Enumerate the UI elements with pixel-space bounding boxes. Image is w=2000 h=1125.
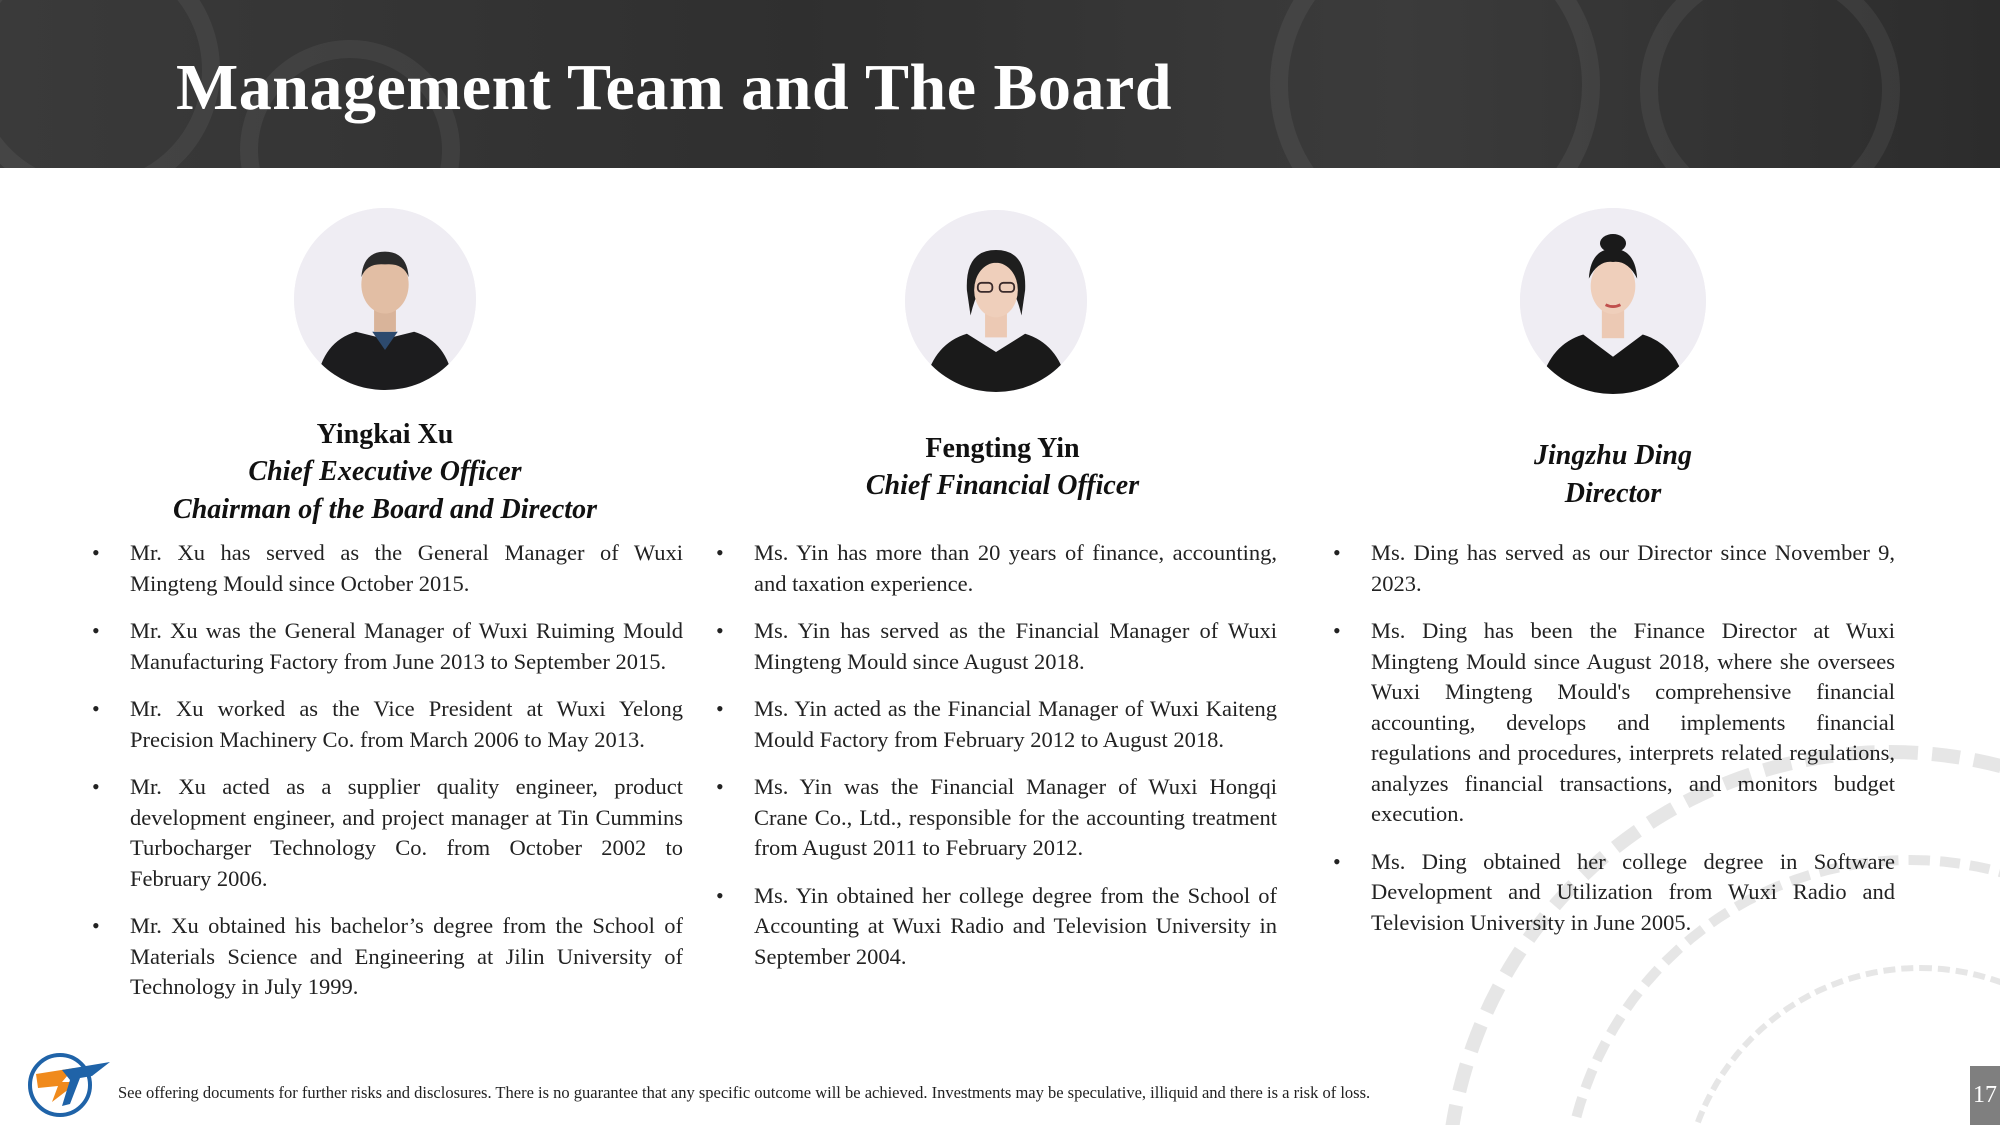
bio-item: • Ms. Yin obtained her college degree from the School of Accounting at Wuxi Radio and Television University in September 2004. bbox=[716, 881, 1277, 973]
bio-item: • Ms. Yin was the Financial Manager of Wuxi Hongqi Crane Co., Ltd., responsible for the accounting treatment from August 2011 to February 2012. bbox=[716, 772, 1277, 864]
avatar bbox=[1520, 208, 1706, 394]
page-title: Management Team and The Board bbox=[176, 51, 1173, 124]
bio-item: • Ms. Yin acted as the Financial Manager of Wuxi Kaiteng Mould Factory from February 2012 to August 2018. bbox=[716, 694, 1277, 755]
company-logo-icon bbox=[22, 1052, 112, 1118]
avatar bbox=[294, 208, 476, 390]
person-name: Yingkai Xu bbox=[316, 419, 454, 450]
person-heading bbox=[710, 430, 1295, 505]
person-photo-male bbox=[294, 208, 476, 390]
page-number-badge: 17 bbox=[1970, 1066, 2000, 1125]
person-role: Chief Financial Officer bbox=[865, 470, 1140, 501]
bio-item: • Mr. Xu was the General Manager of Wuxi Ruiming Mould Manufacturing Factory from June 2013 to September 2015. bbox=[92, 616, 683, 677]
header-banner bbox=[0, 0, 2000, 168]
person-heading bbox=[100, 416, 670, 529]
gear-decoration-4 bbox=[1640, 0, 1900, 168]
person-photo-female bbox=[1520, 208, 1706, 394]
person-name: Fengting Yin bbox=[925, 433, 1080, 464]
bio-item: • Mr. Xu worked as the Vice President at Wuxi Yelong Precision Machinery Co. from March 2006 to May 2013. bbox=[92, 694, 683, 755]
person-role: Chairman of the Board and Director bbox=[173, 494, 597, 525]
bio-item: • Ms. Ding obtained her college degree in Software Development and Utilization from Wuxi Radio and Television University in June 2005. bbox=[1333, 847, 1895, 939]
gear-decoration-3 bbox=[1270, 0, 1600, 168]
bio-item: • Ms. Ding has served as our Director since November 9, 2023. bbox=[1333, 538, 1895, 599]
bio-item: • Mr. Xu has served as the General Manager of Wuxi Mingteng Mould since October 2015. bbox=[92, 538, 683, 599]
bio-item: • Mr. Xu obtained his bachelor’s degree from the School of Materials Science and Engineering at Jilin University of Technology in July 1999. bbox=[92, 911, 683, 1003]
person-heading bbox=[1318, 437, 1908, 513]
bio-list bbox=[716, 538, 1277, 989]
avatar bbox=[905, 210, 1087, 392]
bio-list bbox=[1333, 538, 1895, 955]
person-role: Chief Executive Officer bbox=[248, 456, 522, 487]
person-name: Jingzhu Ding bbox=[1534, 440, 1692, 471]
disclaimer-text: See offering documents for further risks and disclosures. There is no guarantee that any specific outcome will be achieved. Investments may be speculative, illiquid and there is a risk of loss. bbox=[118, 1083, 1371, 1102]
bio-item: • Ms. Ding has been the Finance Director at Wuxi Mingteng Mould since August 2018, where she oversees Wuxi Mingteng Mould's comprehensive financial accounting, develops and implements financial regulations and procedures, interprets related regulations, analyzes financial transactions, and monitors budget execution. bbox=[1333, 616, 1895, 830]
person-photo-female bbox=[905, 210, 1087, 392]
bio-item: • Ms. Yin has more than 20 years of finance, accounting, and taxation experience. bbox=[716, 538, 1277, 599]
person-role: Director bbox=[1564, 478, 1662, 509]
bio-list bbox=[92, 538, 683, 1020]
bio-item: • Mr. Xu acted as a supplier quality engineer, product development engineer, and project manager at Tin Cummins Turbocharger Technology Co. from October 2002 to February 2006. bbox=[92, 772, 683, 894]
bio-item: • Ms. Yin has served as the Financial Manager of Wuxi Mingteng Mould since August 2018. bbox=[716, 616, 1277, 677]
